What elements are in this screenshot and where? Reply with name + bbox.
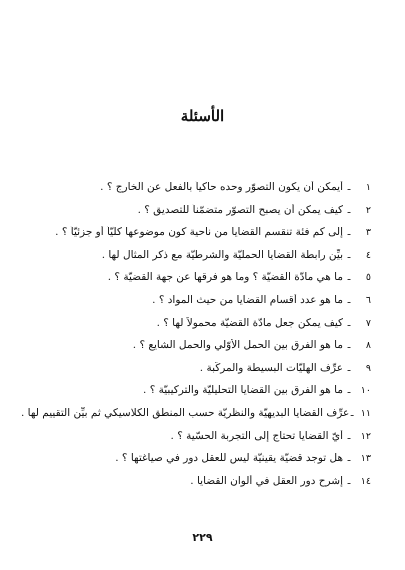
question-item xyxy=(21,384,371,407)
question-item xyxy=(21,475,371,498)
question-item xyxy=(21,204,371,227)
question-number: ١٣ xyxy=(360,453,371,465)
question-text: بيِّن رابطة القضايا الحمليّة والشرطيّة مع ذكر المثال لها . xyxy=(101,248,343,261)
question-item xyxy=(21,317,371,340)
question-separator: ـ xyxy=(347,340,351,352)
question-item xyxy=(21,362,371,385)
question-text: عرِّف الهليّات البسيطة والمركّبة . xyxy=(199,361,343,374)
question-item xyxy=(21,452,371,475)
question-item xyxy=(21,249,371,272)
question-number: ١ xyxy=(365,182,371,193)
question-separator: ـ xyxy=(347,227,351,239)
question-number: ١٤ xyxy=(360,475,371,487)
question-text: أيمكن أن يكون التصوّر وحده حاكياً بالفعل عن الخارج ؟ . xyxy=(100,181,343,193)
question-item xyxy=(21,407,371,430)
question-text: ما هي مادّة القضيّة ؟ وما هو فرقها عن جهة القضيّة ؟ . xyxy=(107,271,343,284)
question-separator: ـ xyxy=(347,385,351,397)
question-text: كيف يمكن أن يصبح التصوّر متضمّناً للتصديق ؟ . xyxy=(137,203,343,216)
question-separator: ـ xyxy=(347,475,351,487)
question-item xyxy=(21,271,371,294)
question-item xyxy=(21,430,371,453)
questions-list xyxy=(21,181,371,497)
question-text: عرِّف القضايا البديهيّة والنظريّة حسب المنطق الكلاسيكي ثم بيِّن التقييم لها . xyxy=(21,406,350,419)
question-number: ٣ xyxy=(365,227,371,239)
question-number: ٥ xyxy=(365,272,371,284)
question-text: ما هو عدد أقسام القضايا من حيث المواد ؟ . xyxy=(152,293,343,306)
question-text: كيف يمكن جعل مادّة القضيّة محمولاً لها ؟ . xyxy=(156,316,343,329)
question-separator: ـ xyxy=(347,272,351,284)
question-item xyxy=(21,181,371,204)
question-item xyxy=(21,339,371,362)
question-text: أيّ القضايا تحتاج إلى التجربة الحسّية ؟ . xyxy=(170,429,343,442)
question-separator: ـ xyxy=(350,407,354,419)
question-separator: ـ xyxy=(347,362,351,374)
page-title: الأسئلة xyxy=(180,107,225,125)
question-number: ٨ xyxy=(365,340,371,352)
question-separator: ـ xyxy=(347,204,351,216)
question-separator: ـ xyxy=(347,182,351,193)
question-text: ما هو الفرق بين الحمل الأوّلي والحمل الشايع ؟ . xyxy=(132,339,343,352)
question-separator: ـ xyxy=(347,249,351,261)
question-item xyxy=(21,226,371,249)
question-separator: ـ xyxy=(347,317,351,329)
question-number: ١٠ xyxy=(360,385,371,397)
question-number: ٧ xyxy=(365,317,371,329)
question-number: ١٢ xyxy=(360,430,371,442)
question-number: ٩ xyxy=(365,362,371,374)
question-text: إلى كم فئة تنقسم القضايا من ناحية كون موضوعها كليّاً أو جزئيّاً ؟ . xyxy=(55,226,343,239)
question-number: ١١ xyxy=(360,407,371,419)
question-text: ما هو الفرق بين القضايا التحليليّة والتركيبيّة ؟ . xyxy=(143,384,343,397)
question-number: ٦ xyxy=(365,294,371,306)
question-separator: ـ xyxy=(347,294,351,306)
question-separator: ـ xyxy=(347,430,351,442)
question-number: ٤ xyxy=(365,249,371,261)
question-separator: ـ xyxy=(347,453,351,465)
question-item xyxy=(21,294,371,317)
question-number: ٢ xyxy=(365,204,371,216)
question-text: إشرح دور العقل في ألوان القضايا . xyxy=(190,474,343,487)
question-text: هل توجد قضيّة يقينيّة ليس للعقل دور في صياغتها ؟ . xyxy=(115,452,343,465)
page-number: ٢٢٩ xyxy=(192,531,213,544)
